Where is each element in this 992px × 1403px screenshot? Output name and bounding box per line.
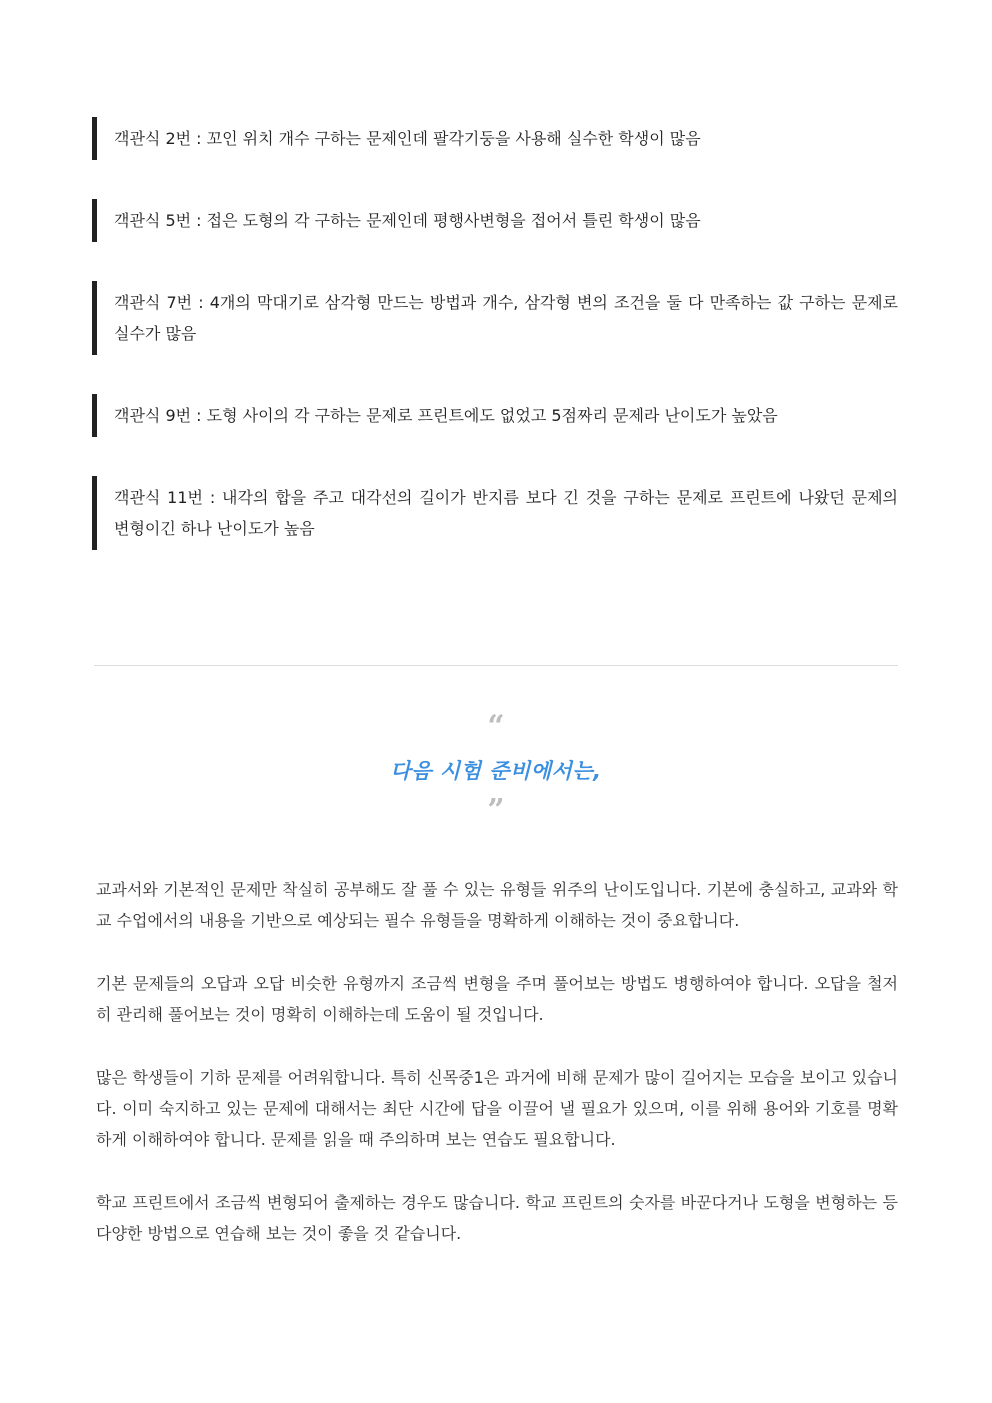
exam-note-q7: 객관식 7번 : 4개의 막대기로 삼각형 만드는 방법과 개수, 삼각형 변의 조건을 둘 다 만족하는 값 구하는 문제로 실수가 많음 (92, 281, 898, 355)
exam-note-q11: 객관식 11번 : 내각의 합을 주고 대각선의 길이가 반지름 보다 긴 것을 구하는 문제로 프린트에 나왔던 문제의 변형이긴 하나 난이도가 높음 (92, 476, 898, 550)
advice-body (96, 874, 898, 1281)
exam-note-q5: 객관식 5번 : 접은 도형의 각 구하는 문제인데 평행사변형을 접어서 틀린 학생이 많음 (92, 199, 898, 242)
open-quote-icon: “ (487, 709, 505, 744)
close-quote-icon: ” (487, 793, 505, 828)
advice-paragraph: 학교 프린트에서 조금씩 변형되어 출제하는 경우도 많습니다. 학교 프린트의 숫자를 바꾼다거나 도형을 변형하는 등 다양한 방법으로 연습해 보는 것이 좋을 것 같습니다. (96, 1193, 898, 1243)
section-divider (94, 665, 898, 666)
advice-paragraph: 기본 문제들의 오답과 오답 비슷한 유형까지 조금씩 변형을 주며 풀어보는 방법도 병행하여야 합니다. 오답을 철저히 관리해 풀어보는 것이 명확히 이해하는데 도움이 될 것입니다. (96, 974, 898, 1024)
callout-block (94, 709, 898, 828)
exam-notes-list (92, 117, 898, 589)
callout-heading: 다음 시험 준비에서는, (390, 759, 602, 783)
advice-paragraph: 교과서와 기본적인 문제만 착실히 공부해도 잘 풀 수 있는 유형들 위주의 난이도입니다. 기본에 충실하고, 교과와 학교 수업에서의 내용을 기반으로 예상되는 필수 유형들을 명확하게 이해하는 것이 중요합니다. (96, 880, 898, 930)
exam-note-q2: 객관식 2번 : 꼬인 위치 개수 구하는 문제인데 팔각기둥을 사용해 실수한 학생이 많음 (92, 117, 898, 160)
advice-paragraph: 많은 학생들이 기하 문제를 어려워합니다. 특히 신목중1은 과거에 비해 문제가 많이 길어지는 모습을 보이고 있습니다. 이미 숙지하고 있는 문제에 대해서는 최단 시간에 답을 이끌어 낼 필요가 있으며, 이를 위해 용어와 기호를 명확하게 이해하여야 합니다. 문제를 읽을 때 주의하며 보는 연습도 필요합니다. (96, 1068, 898, 1149)
exam-note-q9: 객관식 9번 : 도형 사이의 각 구하는 문제로 프린트에도 없었고 5점짜리 문제라 난이도가 높았음 (92, 394, 898, 437)
